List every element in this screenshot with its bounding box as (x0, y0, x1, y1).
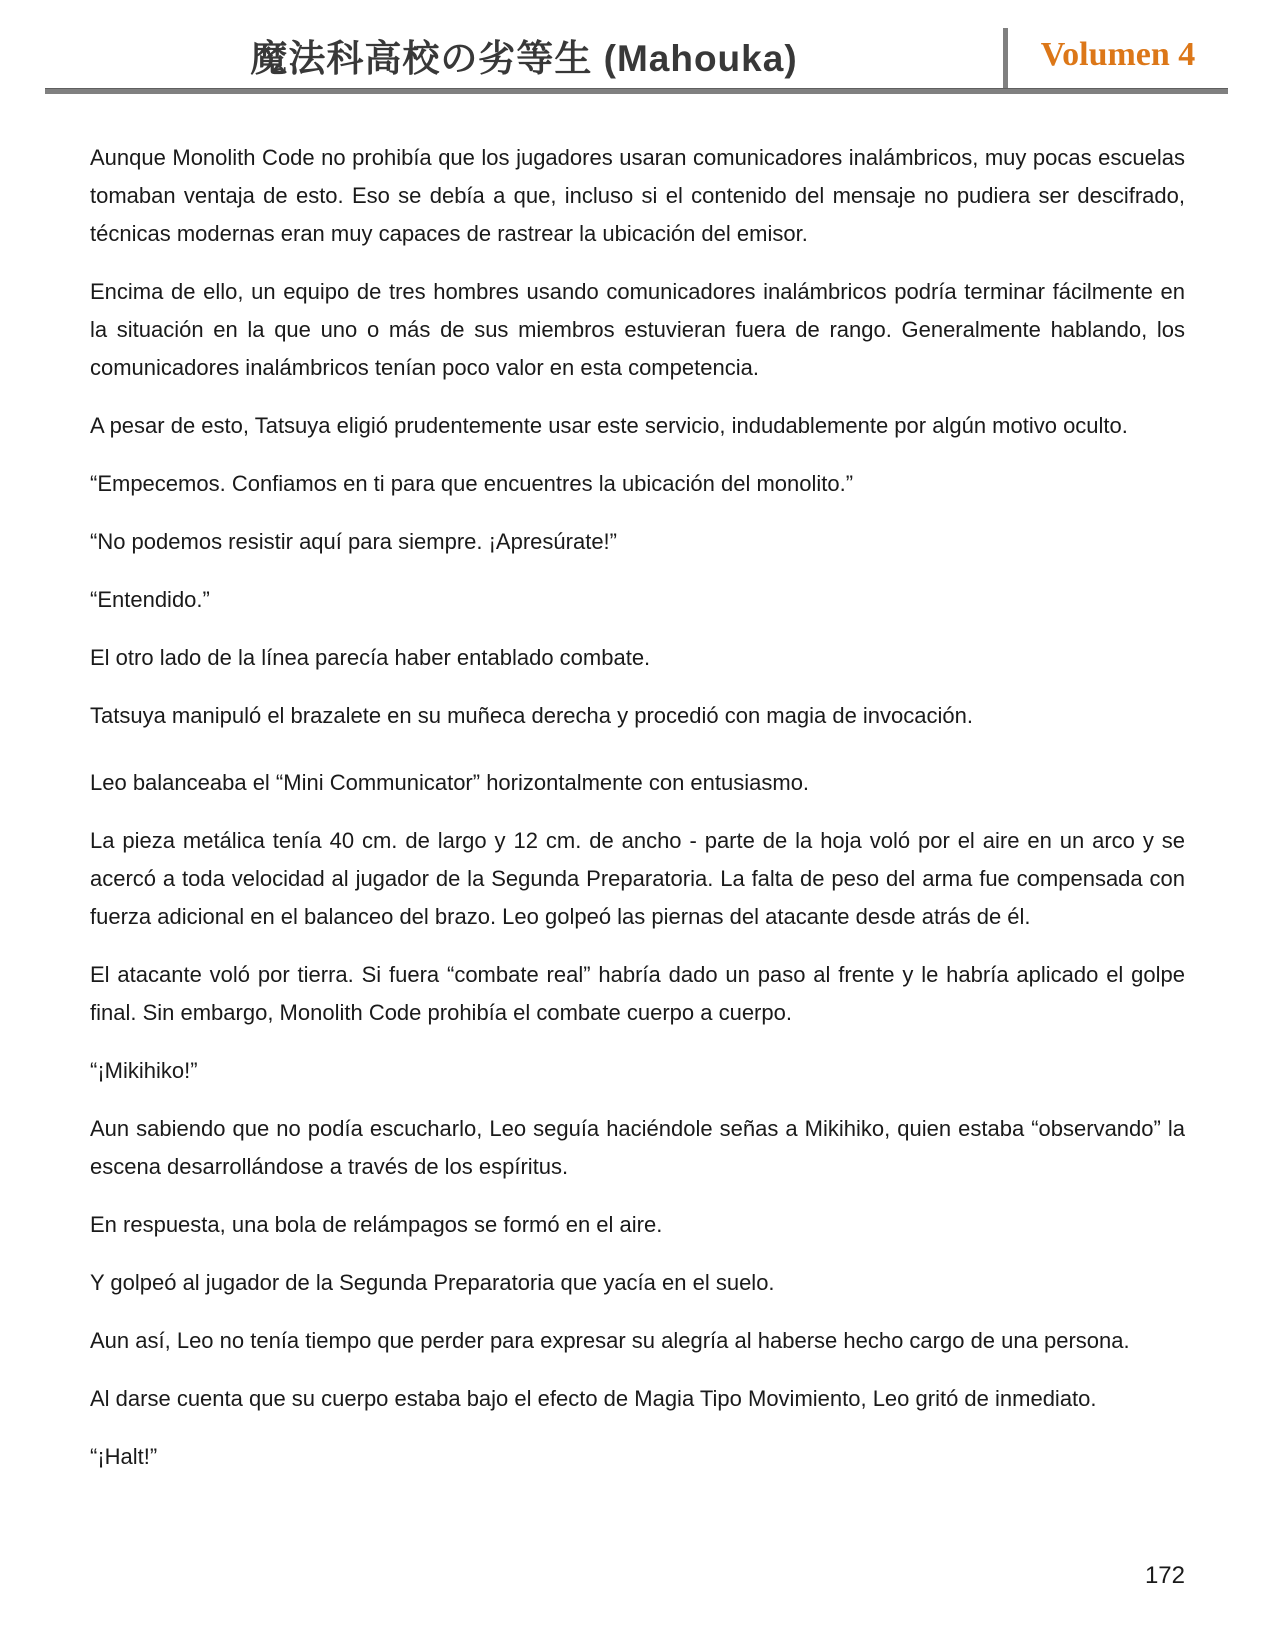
paragraph: “¡Halt!” (90, 1444, 158, 1469)
paragraph: Aunque Monolith Code no prohibía que los jugadores usaran comunicadores inalámbricos, muy pocas escuelas tomaban ventaja de esto. Eso se debía a que, incluso si el contenido del mensaje no pudiera ser descifrado, técnicas modernas eran muy capaces de rastrear la ubicación del emisor. (90, 145, 1185, 246)
paragraph: Y golpeó al jugador de la Segunda Preparatoria que yacía en el suelo. (90, 1270, 775, 1295)
paragraph: “¡Mikihiko!” (90, 1058, 198, 1083)
paragraph: Aun así, Leo no tenía tiempo que perder para expresar su alegría al haberse hecho cargo de una persona. (90, 1328, 1130, 1353)
paragraph: A pesar de esto, Tatsuya eligió prudentemente usar este servicio, indudablemente por algún motivo oculto. (90, 413, 1128, 438)
paragraph: El atacante voló por tierra. Si fuera “combate real” habría dado un paso al frente y le habría aplicado el golpe final. Sin embargo, Monolith Code prohibía el combate cuerpo a cuerpo. (90, 962, 1185, 1025)
page-number: 172 (1144, 1562, 1185, 1589)
paragraph: Al darse cuenta que su cuerpo estaba bajo el efecto de Magia Tipo Movimiento, Leo gritó de inmediato. (90, 1386, 1097, 1411)
paragraph: Aun sabiendo que no podía escucharlo, Leo seguía haciéndole señas a Mikihiko, quien estaba “observando” la escena desarrollándose a través de los espíritus. (90, 1116, 1185, 1179)
paragraph: Encima de ello, un equipo de tres hombres usando comunicadores inalámbricos podría terminar fácilmente en la situación en la que uno o más de sus miembros estuvieran fuera de rango. Generalmente hablando, los comunicadores inalámbricos tenían poco valor en esta competencia. (90, 279, 1185, 380)
header-title-cell (45, 22, 1003, 88)
page-header (45, 22, 1228, 88)
page-content (90, 139, 1185, 1496)
paragraph: El otro lado de la línea parecía haber entablado combate. (90, 645, 651, 670)
paragraph: La pieza metálica tenía 40 cm. de largo y 12 cm. de ancho - parte de la hoja voló por el aire en un arco y se acercó a toda velocidad al jugador de la Segunda Preparatoria. La falta de peso del arma fue compensada con fuerza adicional en el balanceo del brazo. Leo golpeó las piernas del atacante desde atrás de él. (90, 828, 1185, 929)
header-rule (45, 88, 1228, 94)
paragraph: “Empecemos. Confiamos en ti para que encuentres la ubicación del monolito.” (90, 471, 854, 496)
paragraph: Leo balanceaba el “Mini Communicator” horizontalmente con entusiasmo. (90, 770, 810, 795)
book-title: 魔法科高校の劣等生 (Mahouka) (250, 38, 798, 79)
paragraph: “Entendido.” (90, 587, 210, 612)
header-volume-cell (1008, 22, 1228, 88)
paragraph: En respuesta, una bola de relámpagos se formó en el aire. (90, 1212, 663, 1237)
paragraph: “No podemos resistir aquí para siempre. ¡Apresúrate!” (90, 529, 617, 554)
paragraph: Tatsuya manipuló el brazalete en su muñeca derecha y procedió con magia de invocación. (90, 703, 973, 728)
volume-label: Volumen 4 (1040, 36, 1196, 73)
